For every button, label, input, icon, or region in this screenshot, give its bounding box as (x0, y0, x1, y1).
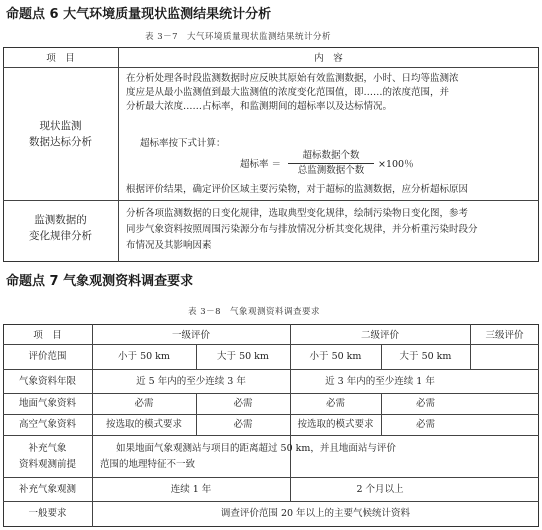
text-line: 同步气象资料按照周围污染源分布与排放情况分析其变化规律，并分析重污染时段分 (126, 224, 478, 235)
t2-row-line (3, 435, 539, 436)
formula-prefix: 超标率 ＝ (240, 159, 282, 170)
row-label-monitoring-compliance (3, 118, 118, 150)
formula-intro: 超标率按下式计算： (140, 138, 226, 149)
formula-numerator: 超标数据个数 (302, 150, 360, 161)
text-line: 布情况及其影响因素 (126, 240, 212, 251)
t2-cell: 连续 1 年 (170, 484, 212, 495)
text-line: 在分析处理各时段监测数据时应反映其原始有效监测数据，小时、日均等监测浓 (126, 73, 459, 84)
row-label-line: 现状监测 (39, 120, 82, 132)
section-heading-6: 命题点 6 大气环境质量现状监测结果统计分析 (6, 7, 272, 22)
t2-row-line (3, 501, 539, 502)
t2-row-label-supplement-premise (3, 441, 92, 473)
t2-cell: 必需 (415, 419, 435, 430)
table-3-8-caption: 表 3－8 气象观测资料调查要求 (188, 307, 321, 317)
t2-row-label-scope: 评价范围 (28, 351, 67, 362)
t2-cell: 近 3 年内的至少连续 1 年 (325, 376, 435, 387)
t2-row-label-surface: 地面气象资料 (18, 398, 76, 409)
t2-row-line (3, 477, 539, 478)
t2-row-line (3, 414, 539, 415)
t2-cell: 大于 50 km (399, 351, 452, 362)
t2-row-line (3, 393, 539, 394)
row2-paragraph (126, 206, 478, 254)
t2-cell: 小于 50 km (118, 351, 170, 362)
t2-cell: 按选取的模式要求 (105, 419, 182, 430)
table-3-7-header-divider (3, 67, 539, 68)
row-label-line: 数据达标分析 (29, 136, 92, 148)
t2-row-label-years: 气象资料年限 (18, 376, 76, 387)
t2-cell: 必需 (134, 398, 154, 409)
t2-row-line (3, 344, 539, 345)
table-3-7-row-divider (3, 200, 539, 201)
row-label-line: 资料观测前提 (18, 459, 76, 470)
table-3-7-col-divider (118, 47, 119, 262)
t2-cell: 小于 50 km (309, 351, 362, 362)
row-label-line: 变化规律分析 (29, 230, 92, 242)
t2-premise-text (100, 441, 396, 473)
table-3-7-caption: 表 3－7 大气环境质量现状监测结果统计分析 (145, 32, 332, 42)
t2-row-label-general: 一般要求 (28, 508, 67, 519)
text-line: 度应是从最小监测值到最大监测值的浓度变化范围值，即……的浓度范围，并 (126, 87, 450, 98)
text-line: 如果地面气象观测站与项目的距离超过 50 km，并且地面站与评价 (116, 443, 396, 454)
text-line: 分析各项监测数据的日变化规律，选取典型变化规律，绘制污染物日变化图，参考 (126, 208, 469, 219)
t2-row-label-supplement-obs: 补充气象观测 (18, 484, 76, 495)
text-line: 分析最大浓度……占标率，和监测期间的超标率以及达标情况。 (126, 101, 393, 112)
row1-paragraph (126, 72, 459, 114)
table-3-7-header-item: 项 目 (46, 53, 75, 64)
section-heading-7: 命题点 7 气象观测资料调查要求 (6, 274, 194, 289)
t2-cell: 必需 (233, 419, 253, 430)
t2-cell: 必需 (325, 398, 345, 409)
row-label-variation-analysis (3, 212, 118, 244)
text-line: 范围的地理特征不一致 (100, 459, 196, 470)
t2-cell: 2 个月以上 (356, 484, 404, 495)
t2-header-item: 项 目 (33, 330, 62, 341)
row1-conclusion: 根据评价结果，确定评价区域主要污染物，对于超标的监测数据，应分析超标原因 (126, 184, 469, 195)
formula-denominator: 总监测数据个数 (297, 165, 365, 176)
row-label-line: 补充气象 (28, 443, 67, 454)
t2-cell: 按选取的模式要求 (297, 419, 374, 430)
t2-row-label-upper-air: 高空气象资料 (18, 419, 76, 430)
t2-header-level1: 一级评价 (171, 330, 210, 341)
formula-suffix: ×100％ (378, 159, 414, 170)
row-label-line: 监测数据的 (34, 214, 87, 226)
t2-cell: 必需 (415, 398, 435, 409)
t2-row-line (3, 369, 539, 370)
t2-header-level3: 三级评价 (485, 330, 524, 341)
t2-cell: 必需 (233, 398, 253, 409)
t2-cell: 大于 50 km (217, 351, 269, 362)
t2-general-text: 调查评价范围 20 年以上的主要气候统计资料 (220, 508, 411, 519)
t2-cell: 近 5 年内的至少连续 3 年 (136, 376, 246, 387)
t2-header-level2: 二级评价 (360, 330, 399, 341)
table-3-7-header-content: 内 容 (314, 53, 343, 64)
